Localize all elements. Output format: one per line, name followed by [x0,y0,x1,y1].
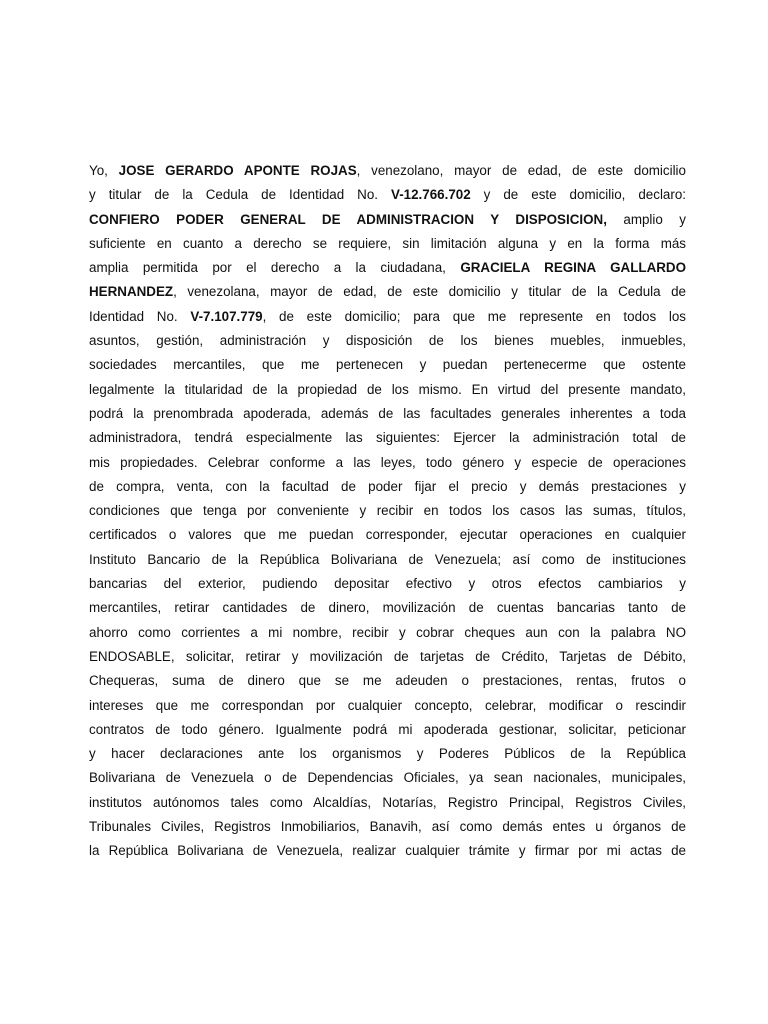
text-run: de compra, venta, con la facultad de poder fijar el precio y demás prestaciones y [89,478,686,494]
text-run: Bolivariana de Venezuela o de Dependencias Oficiales, ya sean nacionales, municipales, [89,770,686,786]
text-run: institutos autónomos tales como Alcaldías, Notarías, Registro Principal, Registros Civiles, [89,794,686,810]
text-run: la República Bolivariana de Venezuela, realizar cualquier trámite y firmar por mi actas de [89,843,686,859]
text-run: amplio y [606,211,686,227]
text-run: ENDOSABLE, solicitar, retirar y movilización de tarjetas de Crédito, Tarjetas de Débito, [89,648,686,664]
document-line [89,305,686,329]
text-run: , venezolano, mayor de edad, de este domicilio [356,163,686,178]
text-run: intereses que me correspondan por cualquier concepto, celebrar, modificar o rescindir [89,697,686,713]
document-body [89,159,686,864]
text-run: , venezolana, mayor de edad, de este domicilio y titular de la Cedula de [173,284,686,300]
document-line [89,402,686,426]
document-line [89,426,686,450]
text-run: y hacer declaraciones ante los organismos y Poderes Públicos de la República [89,746,686,762]
document-line [89,742,686,766]
document-line [89,523,686,547]
document-line [89,669,686,693]
text-run: sociedades mercantiles, que me pertenecen y puedan pertenecerme que ostente [89,357,686,373]
text-run: administradora, tendrá especialmente las siguientes: Ejercer la administración total de [89,430,686,446]
document-line [89,548,686,572]
text-run: condiciones que tenga por conveniente y recibir en todos los casos las sumas, títulos, [89,503,686,519]
document-line [89,280,686,304]
text-run: Instituto Bancario de la República Bolivariana de Venezuela; así como de instituciones [89,551,686,567]
document-line [89,353,686,377]
document-line [89,718,686,742]
document-line [89,572,686,596]
document-line [89,839,686,863]
text-run: amplia permitida por el derecho a la ciudadana, [89,260,461,276]
text-run: bancarias del exterior, pudiendo depositar efectivo y otros efectos cambiarios y [89,576,686,592]
text-run: legalmente la titularidad de la propiedad de los mismo. En virtud del presente mandato, [89,381,686,397]
document-line [89,232,686,256]
text-run: certificados o valores que me puedan corresponder, ejecutar operaciones en cualquier [89,527,686,543]
text-run: contratos de todo género. Igualmente podrá mi apoderada gestionar, solicitar, peticionar [89,721,686,737]
text-run: suficiente en cuanto a derecho se requiere, sin limitación alguna y en la forma más [89,235,686,251]
document-line [89,645,686,669]
document-line [89,766,686,790]
text-run: Identidad No. [89,308,191,324]
bold-text-run: CONFIERO PODER GENERAL DE ADMINISTRACION Y DISPOSICION, [89,211,607,227]
document-line [89,208,686,232]
text-run: mercantiles, retirar cantidades de dinero, movilización de cuentas bancarias tanto de [89,600,686,616]
bold-text-run: JOSE GERARDO APONTE ROJAS [118,163,357,178]
document-line [89,815,686,839]
document-line [89,256,686,280]
text-run: ahorro como corrientes a mi nombre, recibir y cobrar cheques aun con la palabra NO [89,624,686,640]
text-run: Chequeras, suma de dinero que se me adeuden o prestaciones, rentas, frutos o [89,673,686,689]
bold-text-run: V-12.766.702 [391,187,471,203]
document-line [89,183,686,207]
document-line [89,475,686,499]
document-line [89,694,686,718]
document-line [89,451,686,475]
bold-text-run: GRACIELA REGINA GALLARDO [460,260,687,276]
document-line [89,791,686,815]
document-line [89,621,686,645]
text-run: podrá la prenombrada apoderada, además de las facultades generales inherentes a toda [89,405,686,421]
document-line [89,329,686,353]
text-run: , de este domicilio; para que me represente en todos los [262,308,686,324]
document-line [89,596,686,620]
text-run: asuntos, gestión, administración y disposición de los bienes muebles, inmuebles, [89,333,686,349]
text-run: mis propiedades. Celebrar conforme a las leyes, todo género y especie de operaciones [89,454,686,470]
text-run: y titular de la Cedula de Identidad No. [89,187,391,203]
document-line [89,378,686,402]
document-line [89,159,686,183]
text-run: y de este domicilio, declaro: [470,187,687,203]
bold-text-run: V-7.107.779 [190,308,263,324]
text-run: Tribunales Civiles, Registros Inmobiliarios, Banavih, así como demás entes u órganos de [89,819,686,835]
text-run: Yo, [89,163,119,178]
bold-text-run: HERNANDEZ [89,284,174,300]
document-line [89,499,686,523]
